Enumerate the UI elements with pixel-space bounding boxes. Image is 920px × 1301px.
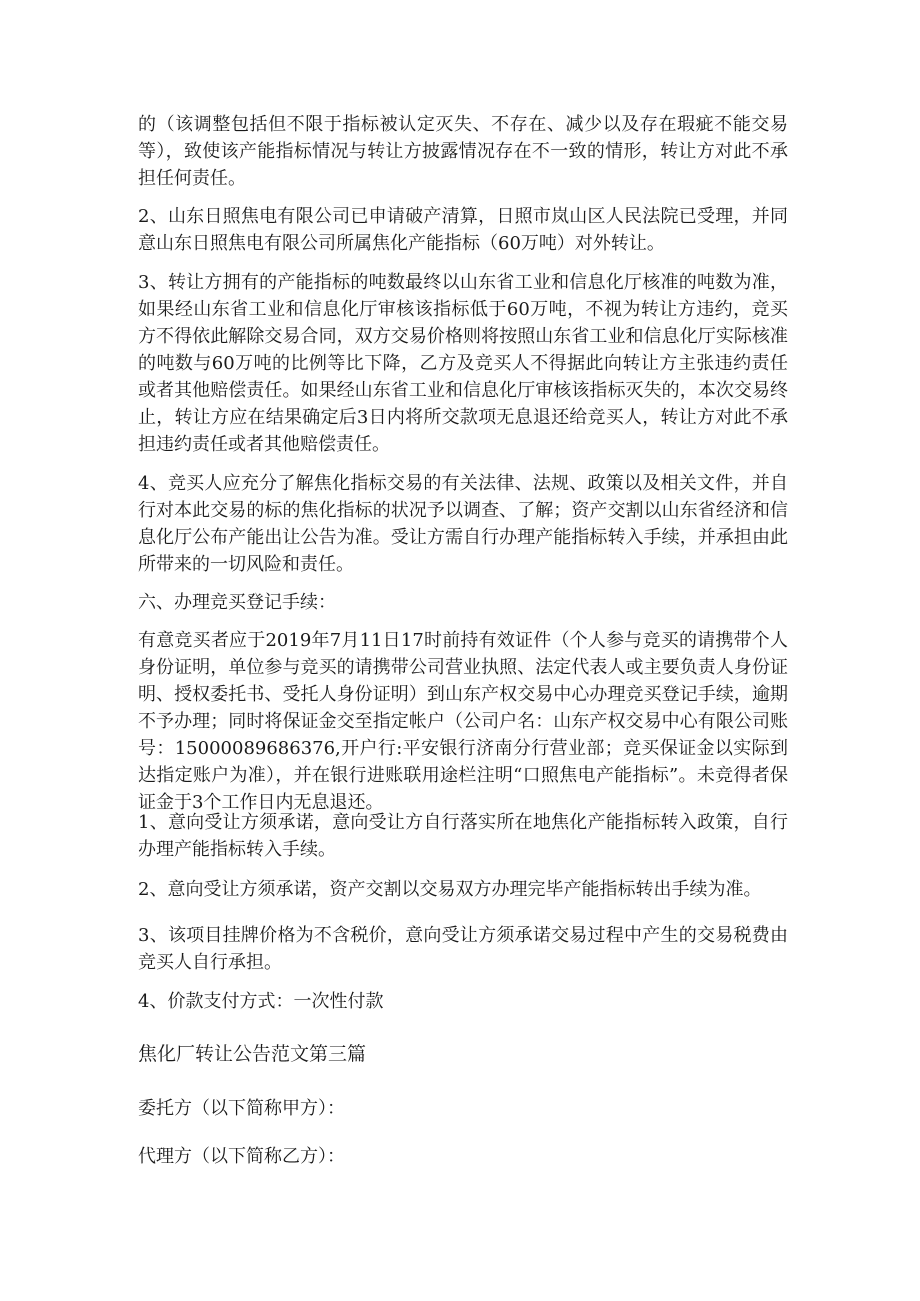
paragraph-payment-method: 4、价款支付方式：一次性付款	[138, 991, 384, 1012]
field-agent-party: 代理方（以下简称乙方）：	[138, 1146, 345, 1167]
paragraph-item-4-buyer-duty: 4、竞买人应充分了解焦化指标交易的有关法律、法规、政策以及相关文件，并自行对本此交易的标的焦化指标的状况予以调查、了解；资产交割以山东省经济和信息化厅公布产能出让公告为准。受让方需自行办理产能指标转入手续，并承担由此所带来的一切风险和责任。	[138, 473, 788, 575]
paragraph-commitment-2: 2、意向受让方须承诺，资产交割以交易双方办理完毕产能指标转出手续为准。	[138, 879, 762, 900]
field-principal-party: 委托方（以下简称甲方）：	[138, 1098, 345, 1119]
paragraph-adjustment-clause: 的（该调整包括但不限于指标被认定灭失、不存在、减少以及存在瑕疵不能交易等），致使该产能指标情况与转让方披露情况存在不一致的情形，转让方对此不承担任何责任。	[138, 114, 788, 189]
paragraph-commitment-1: 1、意向受让方须承诺，意向受让方自行落实所在地焦化产能指标转入政策，自行办理产能指标转入手续。	[138, 812, 788, 860]
paragraph-item-3-tonnage: 3、转让方拥有的产能指标的吨数最终以山东省工业和信息化厅核准的吨数为准，如果经山东省工业和信息化厅审核该指标低于60万吨，不视为转让方违约，竞买方不得依此解除交易合同，双方交易价格则将按照山东省工业和信息化厅实际核准的吨数与60万吨的比例等比下降，乙方及竞买人不得据此向转让方主张违约责任或者其他赔偿责任。如果经山东省工业和信息化厅审核该指标灭失的，本次交易终止，转让方应在结果确定后3日内将所交款项无息退还给竞买人，转让方对此不承担违约责任或者其他赔偿责任。	[138, 272, 788, 455]
paragraph-item-2-bankruptcy: 2、山东日照焦电有限公司已申请破产清算，日照市岚山区人民法院已受理，并同意山东日照焦电有限公司所属焦化产能指标（60万吨）对外转让。	[138, 206, 788, 254]
paragraph-registration-details: 有意竞买者应于2019年7月11日17时前持有效证件（个人参与竞买的请携带个人身份证明，单位参与竞买的请携带公司营业执照、法定代表人或主要负责人身份证明、授权委托书、受托人身份证明）到山东产权交易中心办理竞买登记手续，逾期不予办理；同时将保证金交至指定帐户（公司户名：山东产权交易中心有限公司账号：15000089686376,开户行:平安银行济南分行营业部；竞买保证金以实际到达指定账户为准），并在银行进账联用途栏注明“口照焦电产能指标”。未竞得者保证金于3个工作日内无息退还。	[138, 630, 788, 813]
section-heading-registration: 六、办理竞买登记手续：	[138, 592, 336, 613]
paragraph-commitment-3: 3、该项目挂牌价格为不含税价，意向受让方须承诺交易过程中产生的交易税费由竞买人自行承担。	[138, 925, 788, 973]
section-title-third-article: 焦化厂转让公告范文第三篇	[138, 1043, 367, 1065]
